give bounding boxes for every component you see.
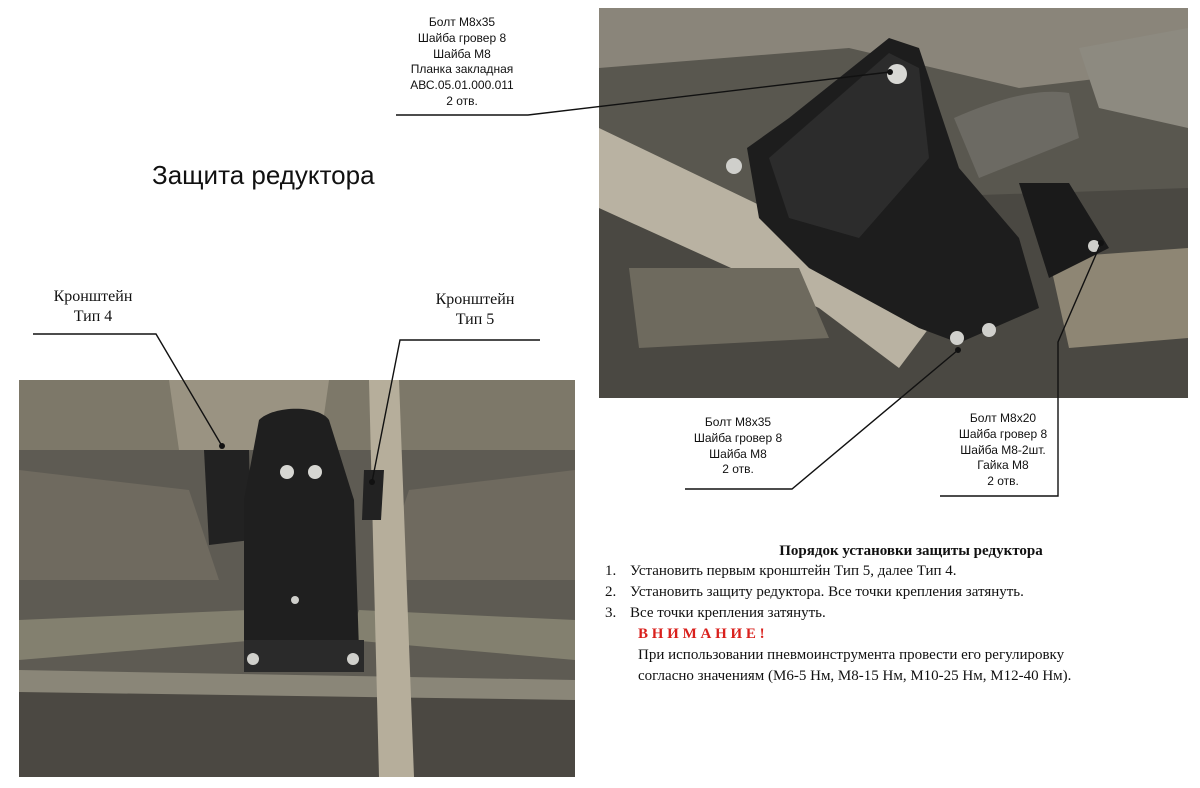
bracket-type4-line1: Кронштейн: [53, 288, 133, 305]
callout-line: Шайба М8: [709, 446, 767, 461]
note-line-1: При использовании пневмоинструмента провести его регулировку: [638, 647, 1065, 663]
callout-line: 2 отв.: [722, 462, 754, 477]
instruction-step: [596, 582, 1186, 603]
label-bracket-type5: [426, 290, 524, 330]
instructions-heading: Порядок установки защиты редуктора: [779, 543, 1043, 559]
photo-installed-guard-side: [599, 8, 1188, 398]
callout-line: Шайба М8: [433, 46, 491, 61]
note-line-2: согласно значениям (М6-5 Нм, М8-15 Нм, М10-25 Нм, М12-40 Нм).: [638, 668, 1072, 684]
callout-line: Шайба гровер 8: [693, 430, 783, 445]
bracket-type5-line2: Тип 5: [455, 311, 495, 328]
callout-line: Планка закладная: [410, 62, 514, 77]
photo-bottom-illustration: [19, 380, 575, 777]
step-number: 2.: [605, 584, 617, 600]
step-text: Установить защиту редуктора. Все точки крепления затянуть.: [630, 584, 1024, 600]
callout-line: Болт М8х35: [428, 15, 496, 29]
bracket-type5-line1: Кронштейн: [435, 291, 515, 308]
step-text: Установить первым кронштейн Тип 5, далее Тип 4.: [630, 563, 957, 579]
instructions-steps: [596, 561, 1186, 624]
instructions-block: [596, 541, 1186, 687]
callout-middle-fasteners: [668, 415, 808, 478]
callout-line: 2 отв.: [987, 474, 1019, 489]
step-number: 1.: [605, 563, 617, 579]
callout-line: Шайба гровер 8: [958, 426, 1048, 441]
label-bracket-type4: [44, 287, 142, 327]
callout-line: Гайка М8: [977, 458, 1029, 473]
callout-line: 2 отв.: [446, 93, 478, 108]
callout-line: Болт М8х20: [969, 411, 1037, 425]
callout-right-fasteners: [933, 411, 1073, 490]
callout-top-fasteners: [382, 15, 542, 110]
step-text: Все точки крепления затянуть.: [630, 605, 826, 621]
callout-line: Шайба гровер 8: [417, 30, 507, 45]
photo-side-illustration: [599, 8, 1188, 398]
callout-line: АВС.05.01.000.011: [410, 78, 514, 93]
bracket-type4-line2: Тип 4: [73, 308, 113, 325]
instruction-step: [596, 603, 1186, 624]
instruction-step: [596, 561, 1186, 582]
warning-label: В Н И М А Н И Е !: [638, 626, 765, 642]
page-title: Защита редуктора: [152, 160, 375, 190]
callout-line: Болт М8х35: [704, 415, 772, 429]
callout-line: Шайба М8-2шт.: [960, 442, 1046, 457]
photo-installed-guard-bottom: [19, 380, 575, 777]
step-number: 3.: [605, 605, 617, 621]
